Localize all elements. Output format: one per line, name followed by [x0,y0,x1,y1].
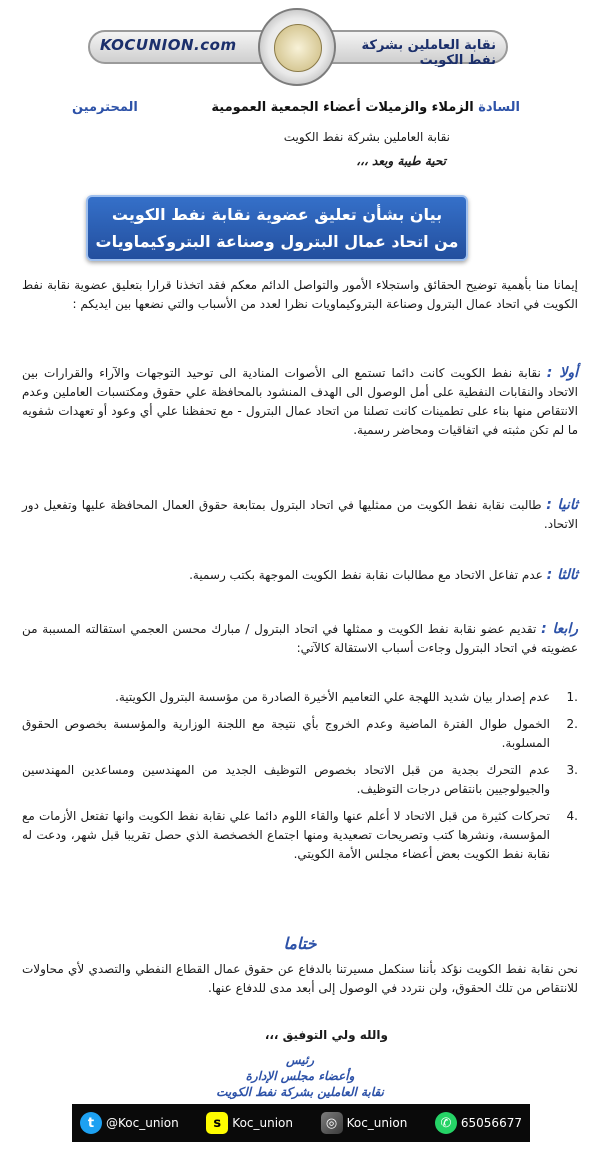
list-item [22,715,578,753]
intro-paragraph: إيمانا منا بأهمية توضيح الحقائق واستجلاء الأمور والتواصل الدائم معكم فقد اتخذنا قرارا بتعليق عضوية نقابة نفط الكويت في اتحاد عمال البترول وصناعة البتروكيماويات نظرا لعدد من الأسباب والتي نضعها بين ايديكم : [22,278,578,311]
list-item-number: .1 [566,690,578,704]
social-whatsapp[interactable] [435,1112,522,1134]
list-item [22,807,578,864]
point-first [22,364,578,440]
salutation-suffix: المحترمين [72,100,138,115]
social-snapchat-label: Koc_union [232,1116,293,1130]
union-name: نقابة العاملين بشركة نفط الكويت [361,38,496,68]
point-fourth-label: رابعا : [541,621,579,637]
list-item-number: .3 [566,763,578,777]
site-name: KOCUNION.com [100,36,237,54]
twitter-icon: t [80,1112,102,1134]
salutation-prefix: السادة [478,100,520,115]
social-instagram[interactable] [321,1112,408,1134]
org-line: نقابة العاملين بشركة نفط الكويت [283,130,450,144]
union-logo-icon [258,8,336,86]
social-twitter-label: @Koc_union [106,1116,179,1130]
point-first-label: أولا : [546,365,579,381]
signature-line-2: وأعضاء مجلس الإدارة [245,1069,355,1083]
point-third [22,566,578,585]
signature-block [0,1052,600,1100]
snapchat-icon: s [206,1112,228,1134]
list-item [22,688,578,707]
social-bar [72,1104,530,1142]
signature-line-1: رئيس [285,1053,315,1067]
salutation-addressee: الزملاء والزميلات أعضاء الجمعية العمومية [211,100,474,115]
list-item-text: عدم التحرك بجدية من قبل الاتحاد بخصوص التوظيف الجديد من المهندسين ومساعدين المهندسين والجيولوجيين بانتقاص درجات التوظيف. [22,763,550,796]
point-second-label: ثانيا : [546,497,578,513]
list-item-text: تحركات كثيرة من قبل الاتحاد لا أعلم عنها والقاء اللوم دائما علي نقابة نفط الكويت وانها تفتعل الأزمات مع المؤسسة، ونشرها كتب وتصريحات تصعيدية ومنها اجتماع الخصخصة الذي حصل تقريبا قبل شهر، ودعت له نقابة نفط الكويت بعض أعضاء مجلس الأمة الكويتي. [22,809,550,861]
statement-title [86,195,468,261]
point-second-text: طالبت نقابة نفط الكويت من ممثليها في اتحاد البترول بمتابعة حقوق العمال المحافظة عليها وتفعيل دور الاتحاد. [22,498,578,531]
conclusion-heading: ختاما [283,934,317,953]
list-item-number: .2 [566,717,578,731]
instagram-icon: ◎ [321,1112,343,1134]
point-third-label: ثالثا : [546,567,578,583]
greeting: تحية طيبة وبعد ،،، [356,154,446,168]
point-fourth [22,620,578,658]
point-third-text: عدم تفاعل الاتحاد مع مطالبات نقابة نفط الكويت الموجهة بكتب رسمية. [189,568,543,582]
list-item-number: .4 [566,809,578,823]
point-first-text: نقابة نفط الكويت كانت دائما تستمع الى الأصوات المنادية الى توحيد التوجهات والآراء والقرارات بين الاتحاد والنقابات النفطية على أمل الوصول الى الهدف المنشود بالمحافظة علي حقوق ومكتسبات العاملين وعدم الانتقاص منها بناء على تطمينات كانت تصلنا من اتحاد عمال البترول - مع تحفظنا علي أي وعود أو تعهدات شفويه ما لم تكن مثبته في اتفاقيات ومحاضر رسمية. [22,366,578,437]
title-line-2: من اتحاد عمال البترول وصناعة البتروكيماويات [95,232,459,251]
list-item-text: عدم إصدار بيان شديد اللهجة علي التعاميم الأخيرة الصادرة من مؤسسة البترول الكويتية. [115,690,550,704]
signature-line-3: نقابة العاملين بشركة نفط الكويت [216,1085,384,1099]
social-snapchat[interactable] [206,1112,293,1134]
point-fourth-text: تقديم عضو نقابة نفط الكويت و ممثلها في اتحاد البترول / مبارك محسن العجمي استقالته المسببة من عضويته في اتحاد البترول وجاءت أسباب الاستقالة كالآتي: [22,622,578,655]
conclusion-paragraph: نحن نقابة نفط الكويت نؤكد بأننا سنكمل مسيرتنا بالدفاع عن حقوق عمال القطاع النفطي والتصدي لأي محاولات للانتقاص من تلك الحقوق، ولن نتردد في الوصول إلى أبعد مدى للدفاع عنها. [22,962,578,995]
header-banner [88,8,508,78]
social-instagram-label: Koc_union [346,1116,408,1130]
resignation-reasons-list [22,688,578,872]
whatsapp-icon: ✆ [435,1112,457,1134]
title-line-1: بيان بشأن تعليق عضوية نقابة نفط الكويت [111,205,443,224]
list-item [22,761,578,799]
social-whatsapp-label: 65056677 [460,1116,522,1130]
point-second [22,496,578,534]
list-item-text: الخمول طوال الفترة الماضية وعدم الخروج بأي نتيجة مع اللجنة الوزارية والمؤسسة بخصوص الحقوق المسلوبة. [22,717,550,750]
logo-emblem-icon [274,24,322,72]
closing-blessing: والله ولي التوفيق ،،، [264,1028,388,1042]
social-twitter[interactable] [80,1112,179,1134]
